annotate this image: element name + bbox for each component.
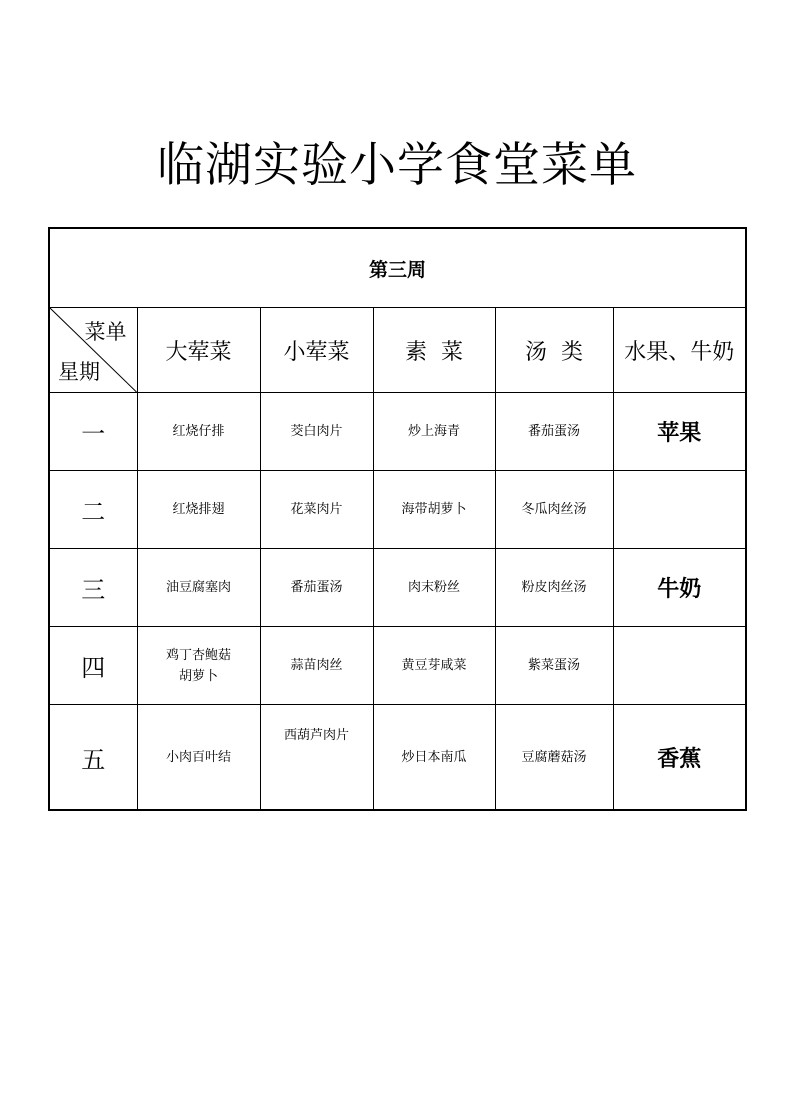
fruit-cell bbox=[613, 471, 746, 549]
corner-header-cell bbox=[49, 308, 137, 393]
fruit-cell bbox=[613, 627, 746, 705]
fruit-cell: 香蕉 bbox=[613, 705, 746, 811]
fruit-cell: 苹果 bbox=[613, 393, 746, 471]
dish-cell: 紫菜蛋汤 bbox=[495, 627, 613, 705]
dish-cell: 西葫芦肉片 bbox=[260, 705, 373, 811]
column-header-soup: 汤 类 bbox=[495, 308, 613, 393]
dish-cell: 海带胡萝卜 bbox=[373, 471, 495, 549]
dish-cell: 肉末粉丝 bbox=[373, 549, 495, 627]
week-row bbox=[49, 228, 746, 308]
dish-cell: 冬瓜肉丝汤 bbox=[495, 471, 613, 549]
fruit-cell: 牛奶 bbox=[613, 549, 746, 627]
corner-menu-label: 菜单 bbox=[84, 320, 127, 344]
corner-weekday-label: 星期 bbox=[58, 360, 100, 384]
dish-cell bbox=[137, 627, 260, 705]
dish-cell: 炒日本南瓜 bbox=[373, 705, 495, 811]
dish-cell: 茭白肉片 bbox=[260, 393, 373, 471]
weekday-cell: 二 bbox=[49, 471, 137, 549]
dish-cell: 小肉百叶结 bbox=[137, 705, 260, 811]
menu-table bbox=[48, 227, 747, 811]
dish-text: 鸡丁杏鲍菇 胡萝卜 bbox=[165, 647, 231, 684]
table-row bbox=[49, 627, 746, 705]
table-row bbox=[49, 549, 746, 627]
dish-cell: 红烧排翅 bbox=[137, 471, 260, 549]
dish-cell: 炒上海青 bbox=[373, 393, 495, 471]
dish-cell: 番茄蛋汤 bbox=[495, 393, 613, 471]
dish-cell: 番茄蛋汤 bbox=[260, 549, 373, 627]
weekday-cell: 三 bbox=[49, 549, 137, 627]
table-row bbox=[49, 471, 746, 549]
dish-cell: 油豆腐塞肉 bbox=[137, 549, 260, 627]
table-row bbox=[49, 705, 746, 811]
weekday-cell: 一 bbox=[49, 393, 137, 471]
column-header-small-meat: 小荤菜 bbox=[260, 308, 373, 393]
dish-cell: 红烧仔排 bbox=[137, 393, 260, 471]
weekday-cell: 四 bbox=[49, 627, 137, 705]
header-row bbox=[49, 308, 746, 393]
column-header-big-meat: 大荤菜 bbox=[137, 308, 260, 393]
table-row bbox=[49, 393, 746, 471]
weekday-cell: 五 bbox=[49, 705, 137, 811]
column-header-fruit-milk: 水果、牛奶 bbox=[613, 308, 746, 393]
dish-cell: 花菜肉片 bbox=[260, 471, 373, 549]
dish-cell: 黄豆芽咸菜 bbox=[373, 627, 495, 705]
column-header-vegetable: 素 菜 bbox=[373, 308, 495, 393]
dish-cell: 豆腐蘑菇汤 bbox=[495, 705, 613, 811]
week-label: 第三周 bbox=[49, 228, 746, 308]
page-title: 临湖实验小学食堂菜单 bbox=[157, 138, 637, 193]
dish-cell: 蒜苗肉丝 bbox=[260, 627, 373, 705]
dish-cell: 粉皮肉丝汤 bbox=[495, 549, 613, 627]
